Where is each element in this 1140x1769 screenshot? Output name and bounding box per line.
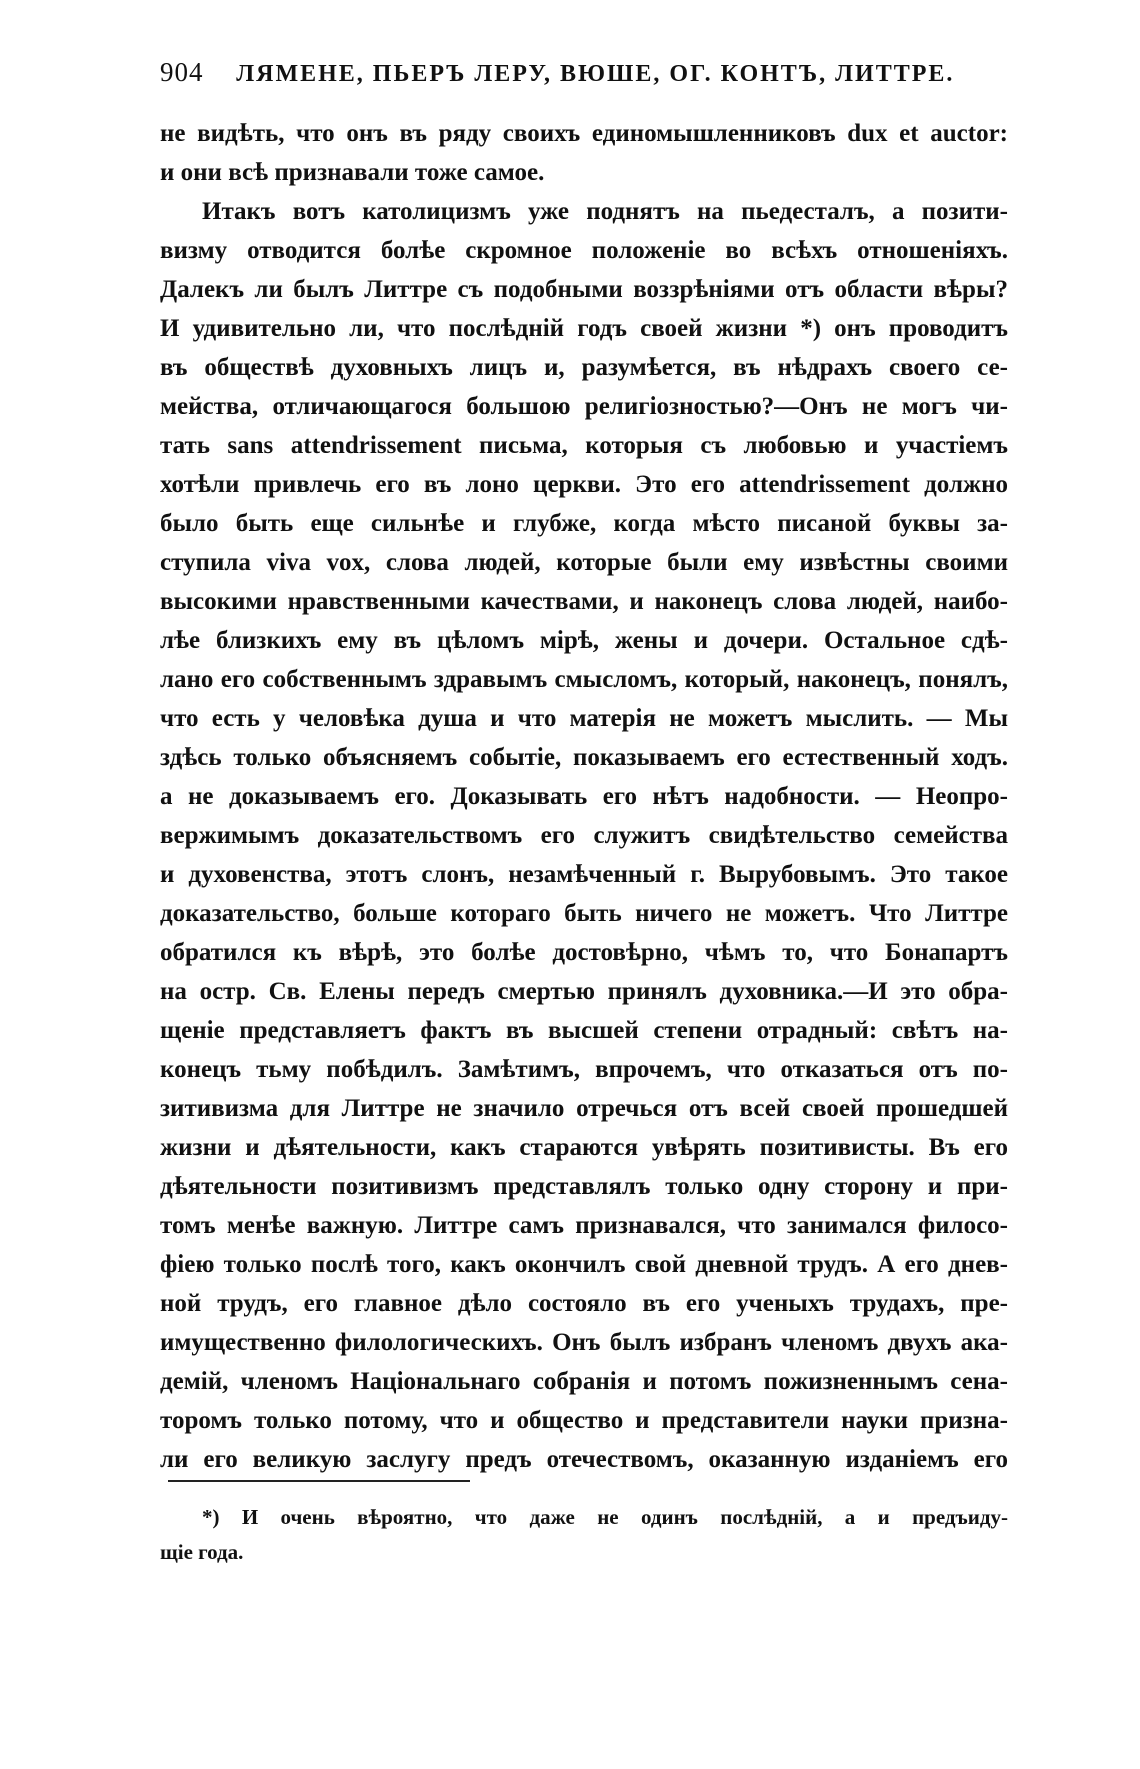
text-line: въ обществѣ духовныхъ лицъ и, разумѣется, въ нѣдрахъ своего се- xyxy=(160,354,1008,381)
text-line: мейства, отличающагося большою религіозностью?—Онъ не могъ чи- xyxy=(160,393,1008,420)
text-line: а не доказываемъ его. Доказывать его нѣтъ надобности. — Неопро- xyxy=(160,783,1008,810)
text-line: зитивизма для Литтре не значило отречься отъ всей своей прошедшей xyxy=(160,1095,1008,1122)
footnote-line: щіе года. xyxy=(160,1540,244,1564)
text-line: фіею только послѣ того, какъ окончилъ свой дневной трудъ. А его днев- xyxy=(160,1251,1008,1278)
text-line: вержимымъ доказательствомъ его служитъ свидѣтельство семейства xyxy=(160,822,1008,849)
text-line: торомъ только потому, что и общество и представители науки призна- xyxy=(160,1407,1008,1434)
text-line: тать sans attendrissement письма, которыя съ любовью и участіемъ xyxy=(160,432,1008,459)
text-line: ступила viva vox, слова людей, которые были ему извѣстны своими xyxy=(160,549,1008,576)
text-line: И удивительно ли, что послѣдній годъ своей жизни *) онъ проводитъ xyxy=(160,315,1008,342)
text-line: и они всѣ признавали тоже самое. xyxy=(160,159,545,186)
text-line: дѣятельности позитивизмъ представлялъ только одну сторону и при- xyxy=(160,1173,1008,1200)
text-line: здѣсь только объясняемъ событіе, показываемъ его естественный ходъ. xyxy=(160,744,1008,771)
running-title: ЛЯМЕНЕ, ПЬЕРЪ ЛЕРУ, ВЮШЕ, ОГ. КОНТЪ, ЛИТТРЕ. xyxy=(236,61,955,87)
footnote xyxy=(160,1500,1008,1570)
text-line: и духовенства, этотъ слонъ, незамѣченный г. Вырубовымъ. Это такое xyxy=(160,861,1008,888)
text-line: щеніе представляетъ фактъ въ высшей степени отрадный: свѣтъ на- xyxy=(160,1017,1008,1044)
running-head xyxy=(160,52,1010,92)
text-line: Далекъ ли былъ Литтре съ подобными воззрѣніями отъ области вѣры? xyxy=(160,276,1008,303)
text-line: лѣе близкихъ ему въ цѣломъ мірѣ, жены и дочери. Остальное сдѣ- xyxy=(160,627,1008,654)
footnote-line: *) И очень вѣроятно, что даже не одинъ послѣдній, а и предъиду- xyxy=(202,1505,1008,1529)
text-line: визму отводится болѣе скромное положеніе во всѣхъ отношеніяхъ. xyxy=(160,237,1008,264)
text-line: ли его великую заслугу предъ отечествомъ, оказанную изданіемъ его xyxy=(160,1446,1008,1473)
text-line: обратился къ вѣрѣ, это болѣе достовѣрно, чѣмъ то, что Бонапартъ xyxy=(160,939,1008,966)
text-line: доказательство, больше котораго быть ничего не можетъ. Что Литтре xyxy=(160,900,1008,927)
text-line: конецъ тьму побѣдилъ. Замѣтимъ, впрочемъ, что отказаться отъ по- xyxy=(160,1056,1008,1083)
text-line: хотѣли привлечь его въ лоно церкви. Это его attendrissement должно xyxy=(160,471,1008,498)
text-line: высокими нравственными качествами, и наконецъ слова людей, наибо- xyxy=(160,588,1008,615)
text-line: не видѣть, что онъ въ ряду своихъ единомышленниковъ dux et auctor: xyxy=(160,120,1008,147)
text-line: на остр. Св. Елены передъ смертью принялъ духовника.—И это обра- xyxy=(160,978,1008,1005)
text-line: томъ менѣе важную. Литтре самъ признавался, что занимался филосо- xyxy=(160,1212,1008,1239)
text-line-paragraph-start: Итакъ вотъ католицизмъ уже поднятъ на пьедесталъ, а позити- xyxy=(202,198,1008,225)
main-text xyxy=(160,114,1008,1479)
text-line: лано его собственнымъ здравымъ смысломъ, который, наконецъ, понялъ, xyxy=(160,666,1008,693)
text-line: что есть у человѣка душа и что матерія не можетъ мыслить. — Мы xyxy=(160,705,1008,732)
footnote-divider xyxy=(168,1480,470,1482)
text-line: ной трудъ, его главное дѣло состояло въ его ученыхъ трудахъ, пре- xyxy=(160,1290,1008,1317)
text-line: имущественно филологическихъ. Онъ былъ избранъ членомъ двухъ ака- xyxy=(160,1329,1008,1356)
text-line: жизни и дѣятельности, какъ стараются увѣрять позитивисты. Въ его xyxy=(160,1134,1008,1161)
text-line: было быть еще сильнѣе и глубже, когда мѣсто писаной буквы за- xyxy=(160,510,1008,537)
page-number: 904 xyxy=(160,57,204,87)
text-line: демій, членомъ Національнаго собранія и потомъ пожизненнымъ сена- xyxy=(160,1368,1008,1395)
